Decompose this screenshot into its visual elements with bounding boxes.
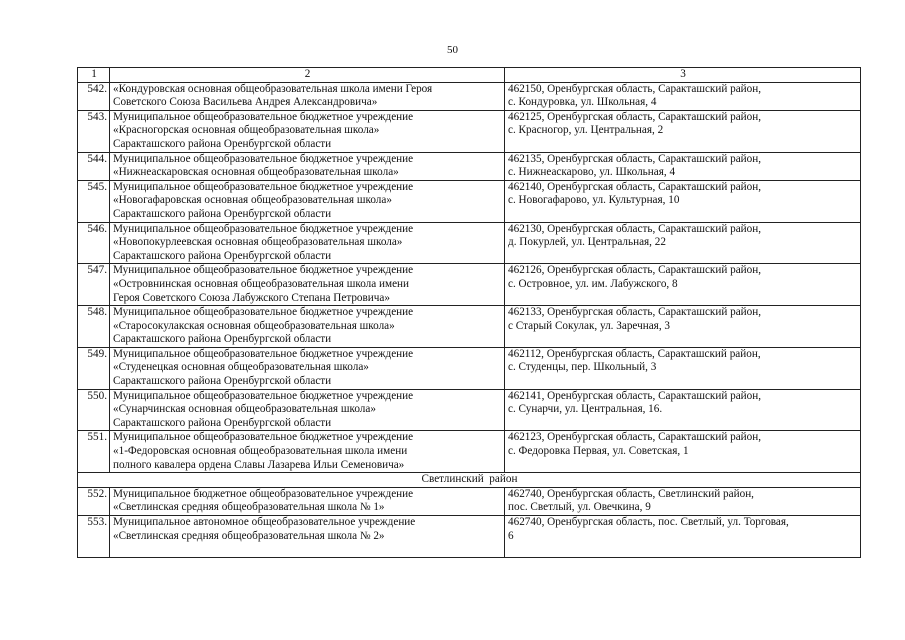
school-address-line: с. Новогафарово, ул. Культурная, 10 [508,194,680,207]
row-number: 546. [78,222,110,264]
school-address-line: 462133, Оренбургская область, Саракташский район, [508,306,762,319]
table-row [78,110,861,152]
school-name-line: «Светлинская средняя общеобразовательная школа № 2» [113,529,385,542]
column-header-1: 1 [78,68,110,83]
school-name-cell [110,306,505,348]
school-name-cell [110,389,505,431]
school-address-line: 462141, Оренбургская область, Саракташский район, [508,389,762,402]
school-name-line: Саракташского района Оренбургской области [113,416,332,429]
school-name-line: «Старосокулакская основная общеобразовательная школа» [113,319,395,332]
row-number: 550. [78,389,110,431]
school-name-line: «Новогафаровская основная общеобразовательная школа» [113,194,392,207]
school-name-cell [110,222,505,264]
school-address-cell [505,110,861,152]
school-address-cell [505,306,861,348]
school-name-line: «Студенецкая основная общеобразовательная школа» [113,361,369,374]
district-heading: Светлинский район [78,473,861,488]
table-row [78,431,861,473]
row-number: 553. [78,516,110,558]
table-row [78,264,861,306]
school-name-cell [110,431,505,473]
school-address-line: с. Красногор, ул. Центральная, 2 [508,124,664,137]
school-name-line: «Красногорская основная общеобразовательная школа» [113,124,380,137]
school-address-cell [505,180,861,222]
school-name-line: Муниципальное общеобразовательное бюджетное учреждение [113,431,414,444]
table-row [78,222,861,264]
table-row [78,389,861,431]
school-name-line: Муниципальное общеобразовательное бюджетное учреждение [113,306,414,319]
school-address-cell [505,431,861,473]
school-address-cell [505,222,861,264]
school-name-cell [110,264,505,306]
school-name-line: полного кавалера ордена Славы Лазарева Ильи Семеновича» [113,458,405,471]
school-address-line: с. Кондуровка, ул. Школьная, 4 [508,96,657,109]
school-name-line: «Нижнеаскаровская основная общеобразовательная школа» [113,166,399,179]
school-name-line: Советского Союза Васильева Андрея Александровича» [113,96,378,109]
row-number: 551. [78,431,110,473]
row-number: 547. [78,264,110,306]
table-row [78,82,861,110]
school-name-line: Муниципальное общеобразовательное бюджетное учреждение [113,152,414,165]
school-name-cell [110,347,505,389]
school-name-line: Муниципальное общеобразовательное бюджетное учреждение [113,347,414,360]
school-name-line [113,543,502,557]
school-address-line: д. Покурлей, ул. Центральная, 22 [508,236,666,249]
row-number: 544. [78,152,110,180]
page-number: 50 [447,44,458,56]
table-row [78,487,861,515]
table-row [78,152,861,180]
school-name-cell [110,110,505,152]
school-address-line: с. Студенцы, пер. Школьный, 3 [508,361,657,374]
row-number: 545. [78,180,110,222]
table-body [78,68,861,558]
school-address-cell [505,516,861,558]
school-name-cell [110,152,505,180]
school-name-line: Саракташского района Оренбургской области [113,249,332,262]
school-name-line: Муниципальное общеобразовательное бюджетное учреждение [113,110,414,123]
school-address-line: 462126, Оренбургская область, Саракташский район, [508,264,762,277]
school-address-line: с. Федоровка Первая, ул. Советская, 1 [508,445,689,458]
school-address-cell [505,487,861,515]
school-address-line: 462112, Оренбургская область, Саракташский район, [508,347,761,360]
school-name-line: Муниципальное общеобразовательное бюджетное учреждение [113,180,414,193]
row-number: 543. [78,110,110,152]
school-name-line: «Светлинская средняя общеобразовательная школа № 1» [113,501,385,514]
row-number: 542. [78,82,110,110]
school-address-cell [505,347,861,389]
school-name-cell [110,516,505,558]
row-number: 552. [78,487,110,515]
school-address-line: с. Сунарчи, ул. Центральная, 16. [508,403,663,416]
school-address-line: 462740, Оренбургская область, Светлинский район, [508,487,754,500]
district-row [78,473,861,488]
school-address-line: пос. Светлый, ул. Овечкина, 9 [508,501,651,514]
table-row [78,516,861,558]
school-address-cell [505,389,861,431]
school-name-line: Муниципальное общеобразовательное бюджетное учреждение [113,222,414,235]
school-name-line: «1-Федоровская основная общеобразовательная школа имени [113,445,408,458]
school-name-line: Героя Советского Союза Лабужского Степана Петровича» [113,291,390,304]
school-address-line: 462123, Оренбургская область, Саракташский район, [508,431,762,444]
school-name-line: «Островнинская основная общеобразовательная школа имени [113,277,410,290]
school-address-line: с Старый Сокулак, ул. Заречная, 3 [508,319,671,332]
school-name-line: Муниципальное автономное общеобразовательное учреждение [113,516,416,528]
row-number: 548. [78,306,110,348]
schools-table [77,67,861,558]
school-address-line: 462140, Оренбургская область, Саракташский район, [508,180,762,193]
table-row [78,347,861,389]
school-address-cell [505,152,861,180]
school-address-cell [505,264,861,306]
school-name-cell [110,82,505,110]
school-address-line: с. Островное, ул. им. Лабужского, 8 [508,277,678,290]
school-name-cell [110,180,505,222]
table-row [78,306,861,348]
school-address-line: 462740, Оренбургская область, пос. Светлый, ул. Торговая, [508,516,789,528]
school-name-line: Муниципальное общеобразовательное бюджетное учреждение [113,264,414,277]
table-row [78,180,861,222]
school-name-line: «Сунарчинская основная общеобразовательная школа» [113,403,376,416]
school-name-line: «Кондуровская основная общеобразовательная школа имени Героя [113,82,433,95]
school-name-cell [110,487,505,515]
school-address-cell [505,82,861,110]
school-name-line: Саракташского района Оренбургской области [113,375,332,388]
school-name-line: «Новопокурлеевская основная общеобразовательная школа» [113,236,403,249]
school-address-line: с. Нижнеаскарово, ул. Школьная, 4 [508,166,676,179]
school-address-line: 6 [508,529,514,542]
school-address-line: 462135, Оренбургская область, Саракташский район, [508,152,762,165]
school-name-line: Саракташского района Оренбургской области [113,207,332,220]
table-header-row [78,68,861,83]
school-address-line: 462130, Оренбургская область, Саракташский район, [508,222,762,235]
school-address-line: 462125, Оренбургская область, Саракташский район, [508,110,762,123]
school-name-line: Саракташского района Оренбургской области [113,333,332,346]
school-name-line: Саракташского района Оренбургской области [113,137,332,150]
school-name-line: Муниципальное общеобразовательное бюджетное учреждение [113,389,414,402]
row-number: 549. [78,347,110,389]
column-header-3: 3 [505,68,861,83]
school-address-line: 462150, Оренбургская область, Саракташский район, [508,82,762,95]
column-header-2: 2 [110,68,505,83]
school-name-line: Муниципальное бюджетное общеобразовательное учреждение [113,487,414,500]
